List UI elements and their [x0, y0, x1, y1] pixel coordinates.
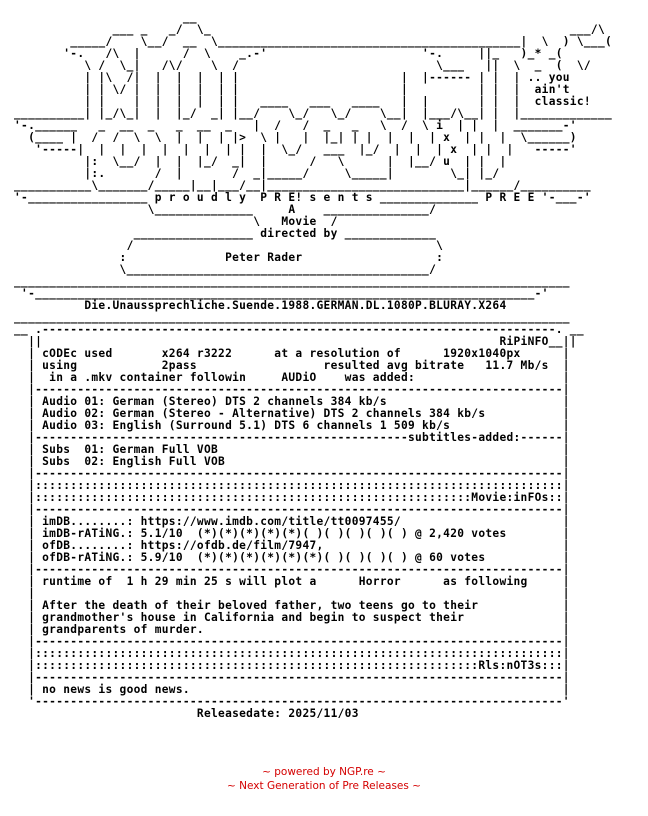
powered-by-footer: ~ powered by NGP.re ~	[262, 766, 386, 778]
tagline-footer: ~ Next Generation of Pre Releases ~	[227, 780, 421, 792]
nfo-ascii-art: __ ___ _ _/ \_ ___/\ _____/ \__/ __ \___________________________________________| \ ) \___( '-. /\ | / \ _.-' '-. ||_ )_* _( \ / \_| /\/ \ / \___ || \ _ ( \/ | |\ /| | | | | | | |------ | | | .. you | | \/ | | | | | | | | | | ain't | | | | | | | | ____ ___ ____ | | | | | classic! __________| |_/\_| | |_/ _| |__/ \_/ \_/ \__| |___/\__| | |_____________ '-.______ _ __ _ _ __ _ | / / _ _ \ / \ i | | | _______-' (____ | / / \ \ | | | |> \ | | |_| | | | | | x | | | \______) '-----| | | | | | | | | | \_/ ___ |_/ | | | x | | | -----' |: \__/ | | |_/ _| | / \ | |__/ u | | | |:. / | / _|_____/ \_____| \_| |_/ ___________\_______/_____|__|___/__|____________________________|______/__________ '-_________________ p r o u d l y P R E! s e n t s ______________ P R E E '-___-' \______________ A _______________/ \ Movie / _________________ directed by _____________ / \ : Peter Rader : \___________________________________________/ _______________________________________________________________________________ '-_______________________________________________________________________-' Die.Unaussprechliche.Suende.1988.GERMAN.DL.1080P.BLURAY.X264 _______________________________________________________________________________ __ .-------------------------------------------------------------------------. __ || RiPiNFO__|| | cODEc used x264 r3222 at a resolution of 1920x1040px | | using 2pass resulted avg bitrate 11.7 Mb/s | | in a .mkv container followin AUDiO was added: | |---------------------------------------------------------------------------| | Audio 01: German (Stereo) DTS 2 channels 384 kb/s | | Audio 02: German (Stereo - Alternative) DTS 2 channels 384 kb/s | | Audio 03: English (Surround 5.1) DTS 6 channels 1 509 kb/s | |-----------------------------------------------------subtitles-added:------| | Subs 01: German Full VOB | | Subs 02: English Full VOB | |---------------------------------------------------------------------------| |:::::::::::::::::::::::::::::::::::::::::::::::::::::::::::::::::::::::::::| |::::::::::::::::::::::::::::::::::::::::::::::::::::::::::::::Movie:inFOs::| |---------------------------------------------------------------------------| | imDB........: https://www.imdb.com/title/tt0097455/ | | imDB-rATiNG.: 5.1/10 (*)(*)(*)(*)(*)( )( )( )( )( ) @ 2,420 votes | | ofDB........: https://ofdb.de/film/7947, | | ofDB-rATiNG.: 5.9/10 (*)(*)(*)(*)(*)(*)( )( )( )( ) @ 60 votes | |---------------------------------------------------------------------------| | runtime of 1 h 29 min 25 s will plot a Horror as following | | | | After the death of their beloved father, two teens go to their | | grandmother's house in California and begin to suspect their | | grandparents of murder. | |---------------------------------------------------------------------------| |:::::::::::::::::::::::::::::::::::::::::::::::::::::::::::::::::::::::::::| |:::::::::::::::::::::::::::::::::::::::::::::::::::::::::::::::Rls:nOT3s:::| |---------------------------------------------------------------------------| | no news is good news. | '---------------------------------------------------------------------------' Releasedate: 2025/11/03	[14, 11, 613, 720]
